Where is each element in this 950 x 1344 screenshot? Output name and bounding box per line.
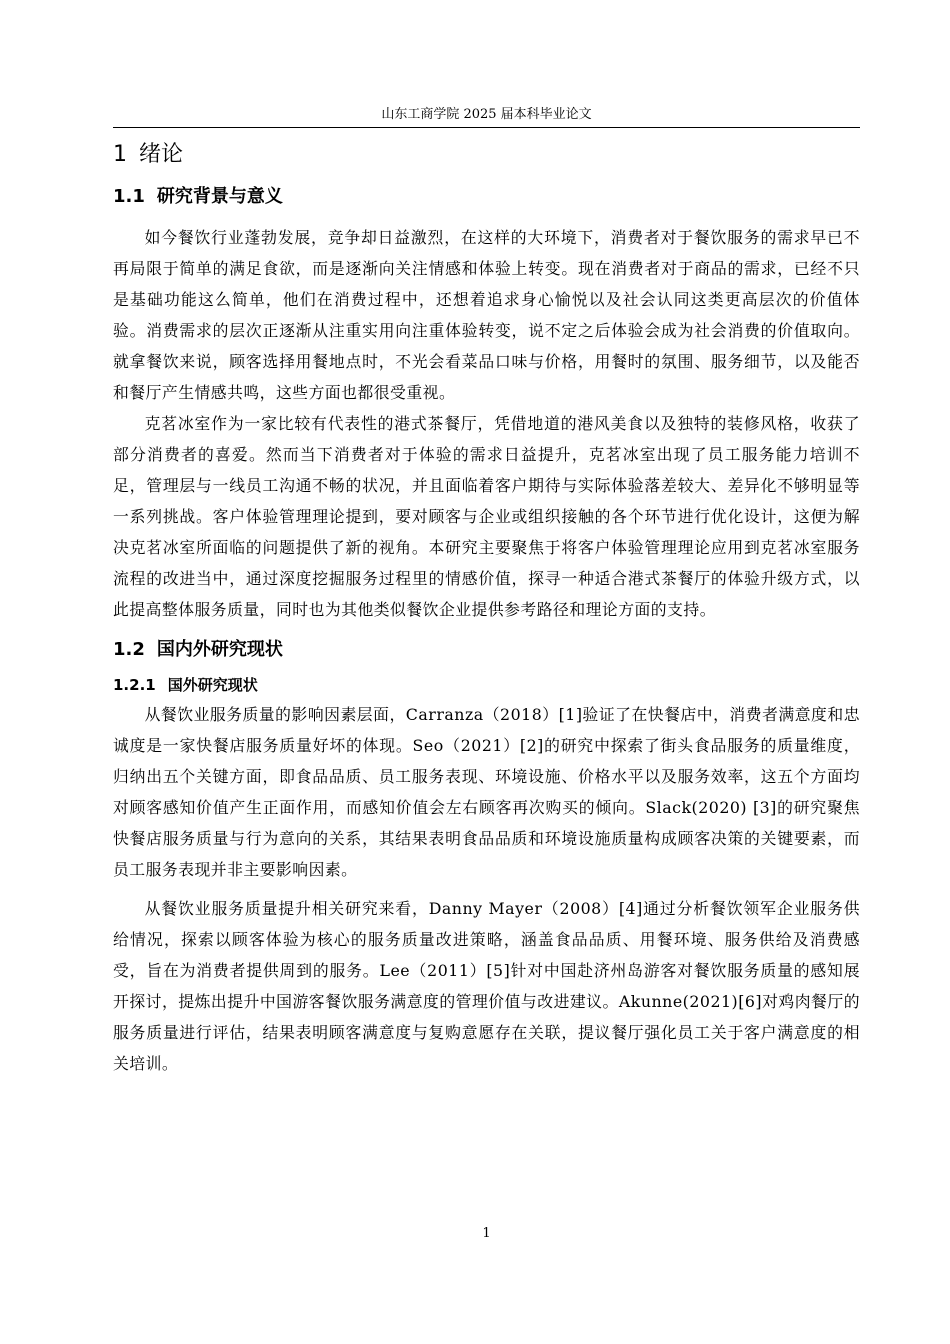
subsection-heading-1-2-1 [113,671,860,699]
running-header: 山东工商学院 2025 届本科毕业论文 [381,107,592,122]
subsection-number: 1.2.1 [113,676,156,694]
chapter-number: 1 [113,142,127,167]
paragraph: 从餐饮业服务质量的影响因素层面，Carranza（2018）[1]验证了在快餐店中，消费者满意度和忠诚度是一家快餐店服务质量好坏的体现。Seo（2021）[2]的研究中探索了街头食品服务的质量维度，归纳出五个关键方面，即食品品质、员工服务表现、环境设施、价格水平以及服务效率，这五个方面均对顾客感知价值产生正面作用，而感知价值会左右顾客再次购买的倾向。Slack(2020) [3]的研究聚焦快餐店服务质量与行为意向的关系，其结果表明食品品质和环境设施质量构成顾客决策的关键要素，而员工服务表现并非主要影响因素。 [113,705,860,879]
subsection-title: 国外研究现状 [167,676,258,694]
paragraph: 克茗冰室作为一家比较有代表性的港式茶餐厅，凭借地道的港风美食以及独特的装修风格，收获了部分消费者的喜爱。然而当下消费者对于体验的需求日益提升，克茗冰室出现了员工服务能力培训不足，管理层与一线员工沟通不畅的状况，并且面临着客户期待与实际体验落差较大、差异化不够明显等一系列挑战。客户体验管理理论提到，要对顾客与企业或组织接触的各个环节进行优化设计，这便为解决克茗冰室所面临的问题提供了新的视角。本研究主要聚焦于将客户体验管理理论应用到克茗冰室服务流程的改进当中，通过深度挖掘服务过程里的情感价值，探寻一种适合港式茶餐厅的体验升级方式，以此提高整体服务质量，同时也为其他类似餐饮企业提供参考路径和理论方面的支持。 [113,414,860,619]
chapter-title: 绪论 [139,142,184,167]
header-rule [113,127,860,128]
section-number: 1.1 [113,186,145,207]
paragraph: 从餐饮业服务质量提升相关研究来看，Danny Mayer（2008）[4]通过分析餐饮领军企业服务供给情况，探索以顾客体验为核心的服务质量改进策略，涵盖食品品质、用餐环境、服务供给及消费感受，旨在为消费者提供周到的服务。Lee（2011）[5]针对中国赴济州岛游客对餐饮服务质量的感知展开探讨，提炼出提升中国游客餐饮服务满意度的管理价值与改进建议。Akunne(2021)[6]对鸡肉餐厅的服务质量进行评估，结果表明顾客满意度与复购意愿存在关联，提议餐厅强化员工关于客户满意度的相关培训。 [113,899,860,1073]
page-content [113,138,860,1079]
section-heading-1-1 [113,180,860,214]
chapter-heading [113,138,860,172]
section-title: 研究背景与意义 [156,186,283,207]
section-number: 1.2 [113,639,145,660]
page-number: 1 [482,1226,491,1241]
paragraph: 如今餐饮行业蓬勃发展，竞争却日益激烈，在这样的大环境下，消费者对于餐饮服务的需求早已不再局限于简单的满足食欲，而是逐渐向关注情感和体验上转变。现在消费者对于商品的需求，已经不只是基础功能这么简单，他们在消费过程中，还想着追求身心愉悦以及社会认同这类更高层次的价值体验。消费需求的层次正逐渐从注重实用向注重体验转变，说不定之后体验会成为社会消费的价值取向。就拿餐饮来说，顾客选择用餐地点时，不光会看菜品口味与价格，用餐时的氛围、服务细节，以及能否和餐厅产生情感共鸣，这些方面也都很受重视。 [113,228,860,402]
section-title: 国内外研究现状 [156,639,283,660]
section-heading-1-2 [113,633,860,667]
